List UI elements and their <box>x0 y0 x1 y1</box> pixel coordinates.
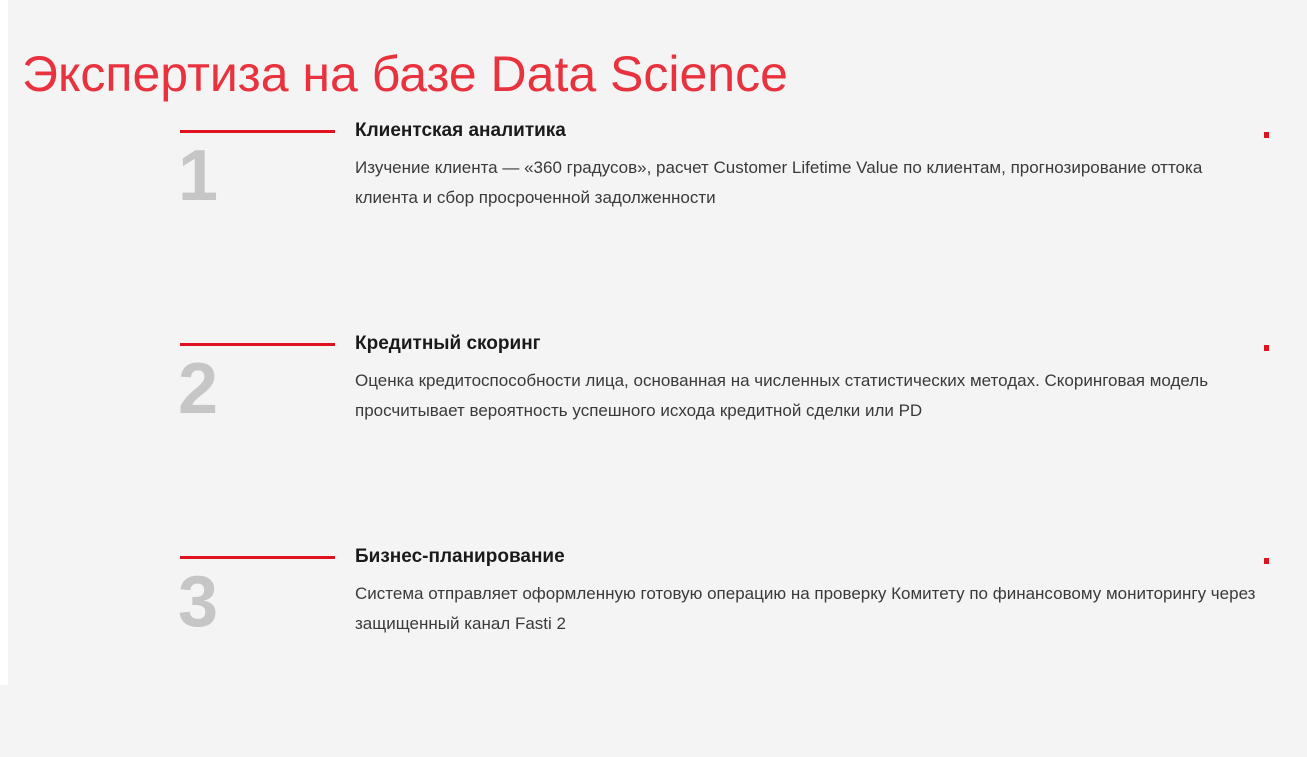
list-item <box>0 544 1307 757</box>
marker-dot-icon <box>1264 345 1269 351</box>
item-number: 3 <box>178 562 219 642</box>
item-rule <box>180 343 335 346</box>
item-text: Система отправляет оформленную готовую операцию на проверку Комитету по финансовому мониторингу через защищенный канал Fasti 2 <box>355 584 1256 633</box>
numbered-list <box>0 118 1307 757</box>
item-heading: Кредитный скоринг <box>355 333 541 354</box>
item-heading: Клиентская аналитика <box>355 120 566 141</box>
list-item <box>0 331 1307 544</box>
marker-dot-icon <box>1264 558 1269 564</box>
item-number: 2 <box>178 349 219 429</box>
item-rule <box>180 130 335 133</box>
item-heading: Бизнес-планирование <box>355 546 565 567</box>
item-text: Оценка кредитоспособности лица, основанная на численных статистических методах. Скоринговая модель просчитывает вероятность успешного исхода кредитной сделки или PD <box>355 371 1209 420</box>
list-item <box>0 118 1307 331</box>
marker-dot-icon <box>1264 132 1269 138</box>
item-body <box>355 118 1270 213</box>
item-body <box>355 544 1270 639</box>
page-title: Экспертиза на базе Data Science <box>22 45 788 102</box>
item-text: Изучение клиента — «360 градусов», расчет Customer Lifetime Value по клиентам, прогнозирование оттока клиента и сбор просроченной задолженности <box>355 158 1203 207</box>
item-number: 1 <box>178 136 219 216</box>
item-rule <box>180 556 335 559</box>
item-body <box>355 331 1270 426</box>
